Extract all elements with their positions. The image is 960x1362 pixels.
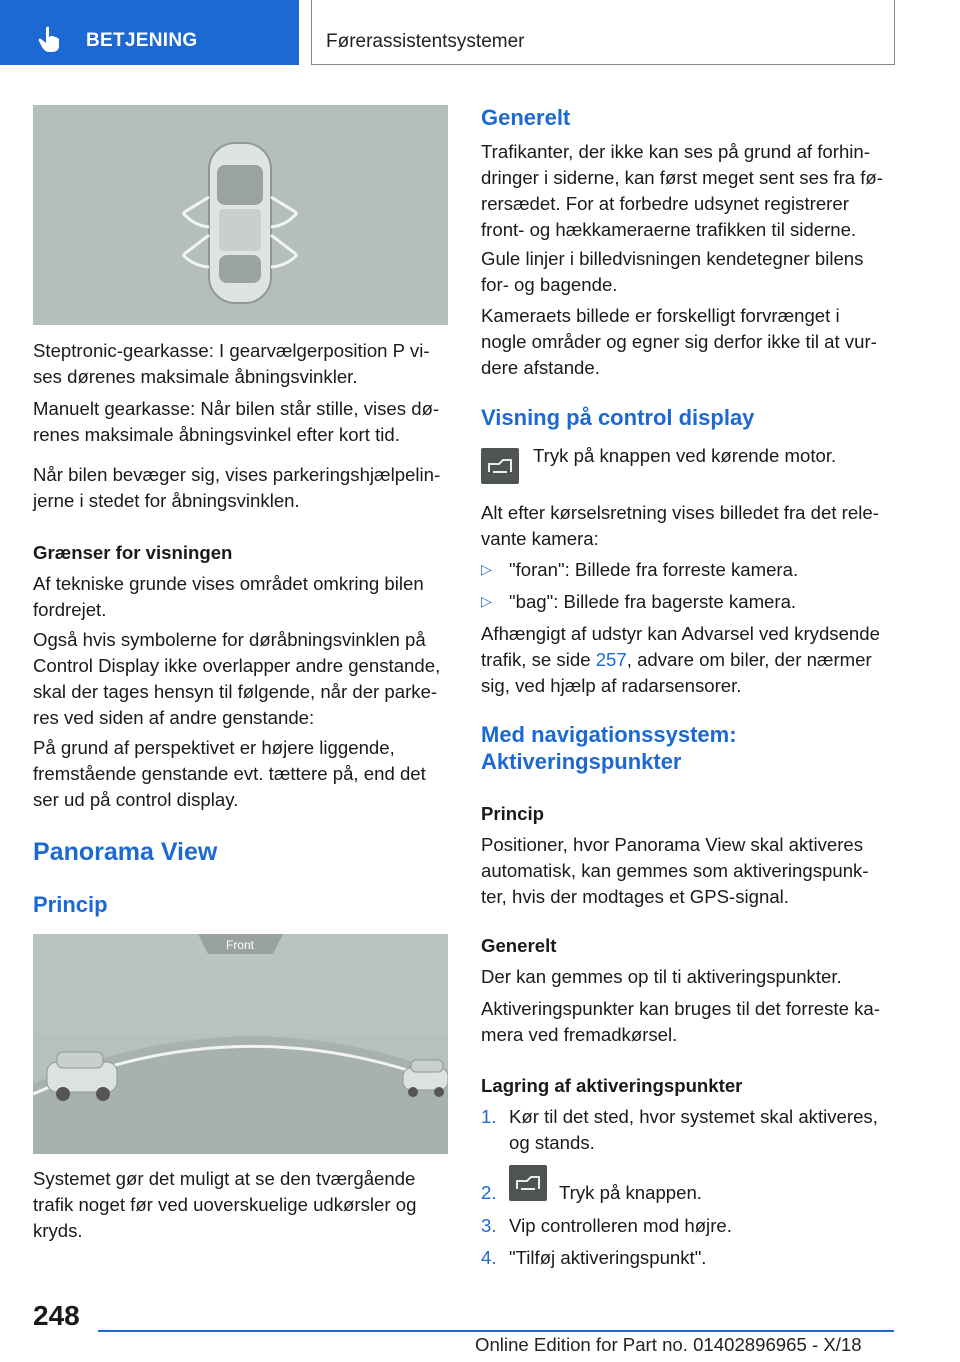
heading-visning: Visning på control display bbox=[481, 405, 755, 430]
text-line: mera ved fremadkørsel. bbox=[481, 1024, 678, 1045]
text-line: Alt efter kørselsretning vises billedet fra det rele- bbox=[481, 502, 879, 523]
text-line: og stands. bbox=[509, 1132, 595, 1153]
heading-nav-line2: Aktiveringspunkter bbox=[481, 749, 682, 774]
heading-limits: Grænser for visningen bbox=[33, 542, 233, 563]
front-label: Front bbox=[225, 938, 255, 952]
text-line: Der kan gemmes op til ti aktiveringspunkter. bbox=[481, 966, 842, 987]
text-line: Vip controlleren mod højre. bbox=[509, 1215, 732, 1236]
text-line: Af tekniske grunde vises området omkring bilen bbox=[33, 573, 424, 594]
para-gule-linjer bbox=[481, 246, 863, 298]
text-line: Tryk på knappen ved kørende motor. bbox=[533, 445, 837, 466]
para-steptronic bbox=[33, 338, 430, 390]
text-line: res ved siden af andre genstande: bbox=[33, 707, 315, 728]
text-line: Aktiveringspunkter kan bruges til det forreste ka- bbox=[481, 998, 880, 1019]
text-line: renes maksimale åbningsvinkel efter kort tid. bbox=[33, 424, 400, 445]
heading-princip: Princip bbox=[33, 892, 108, 917]
text-line: dere afstande. bbox=[481, 357, 600, 378]
text-line bbox=[481, 647, 880, 673]
para-perspective bbox=[33, 735, 426, 813]
heading-panorama-view: Panorama View bbox=[33, 838, 218, 866]
text-line: Positioner, hvor Panorama View skal aktiveres bbox=[481, 834, 864, 855]
text-line: nogle områder og egner sig derfor ikke til at vur- bbox=[481, 331, 877, 352]
page-number: 248 bbox=[33, 1300, 80, 1331]
bullet-bag bbox=[481, 589, 893, 615]
text-line: Kameraets billede er forskelligt forvrænget i bbox=[481, 305, 840, 326]
para-technical bbox=[33, 571, 424, 623]
heading-lagring: Lagring af aktiveringspunkter bbox=[481, 1075, 743, 1096]
heading-princip-right: Princip bbox=[481, 803, 545, 824]
footer-divider bbox=[98, 1330, 894, 1332]
text-line: Manuelt gearkasse: Når bilen står stille, vises dø- bbox=[33, 398, 440, 419]
text-line: front- og hækkameraerne trafikken til siderne. bbox=[481, 219, 857, 240]
step-number: 3. bbox=[481, 1215, 497, 1236]
text-line: På grund af perspektivet er højere liggende, bbox=[33, 737, 395, 758]
heading-generelt-2: Generelt bbox=[481, 935, 557, 956]
para-system bbox=[33, 1166, 416, 1244]
step-3 bbox=[481, 1213, 893, 1239]
step-1 bbox=[481, 1104, 893, 1156]
heading-nav bbox=[481, 721, 737, 775]
step-number: 1. bbox=[481, 1106, 497, 1127]
car-top-view-illustration bbox=[33, 105, 448, 325]
footer-edition: Online Edition for Part no. 01402896965 - X/18 bbox=[475, 1334, 862, 1355]
step-2 bbox=[481, 1168, 893, 1208]
para-manual bbox=[33, 396, 439, 448]
para-afhaengigt bbox=[481, 621, 880, 699]
step-number: 4. bbox=[481, 1247, 497, 1268]
para-tryk bbox=[533, 443, 836, 469]
text-line: ter, hvis der modtages et GPS-signal. bbox=[481, 886, 789, 907]
bullet-foran bbox=[481, 557, 893, 583]
triangle-bullet-icon: ▷ bbox=[481, 593, 492, 609]
para-forreste bbox=[481, 996, 880, 1048]
panorama-camera-illustration bbox=[33, 934, 448, 1154]
para-alt-efter bbox=[481, 500, 879, 552]
text-line: Tryk på knappen. bbox=[559, 1182, 702, 1203]
step-number: 2. bbox=[481, 1182, 497, 1203]
section-label: BETJENING bbox=[86, 30, 198, 51]
para-trafikanter bbox=[481, 139, 883, 243]
text-line: Også hvis symbolerne for døråbningsvinklen på bbox=[33, 629, 426, 650]
page-link-257[interactable]: 257 bbox=[595, 649, 627, 670]
text-line: Steptronic-gearkasse: I gearvælgerposition P vi- bbox=[33, 340, 430, 361]
para-positioner bbox=[481, 832, 869, 910]
para-moving bbox=[33, 462, 440, 514]
text-fragment: trafik, se side bbox=[481, 649, 596, 670]
text-line: trafik noget før ved uoverskuelige udkørsler og bbox=[33, 1194, 417, 1215]
heading-nav-line1: Med navigationssystem: bbox=[481, 722, 737, 747]
text-line: Når bilen bevæger sig, vises parkeringshjælpelin- bbox=[33, 464, 441, 485]
text-line: fremstående genstande evt. tættere på, end det bbox=[33, 763, 426, 784]
para-ti-punkter bbox=[481, 964, 842, 990]
text-line: Kør til det sted, hvor systemet skal aktiveres, bbox=[509, 1106, 878, 1127]
text-line: skal der tages hensyn til følgende, når der parke- bbox=[33, 681, 438, 702]
section-tab[interactable] bbox=[0, 0, 299, 65]
text-line: automatisk, kan gemmes som aktiveringspunk- bbox=[481, 860, 869, 881]
step-4 bbox=[481, 1245, 893, 1271]
text-line: ser ud på control display. bbox=[33, 789, 239, 810]
hand-icon bbox=[38, 26, 62, 52]
camera-button-icon bbox=[481, 448, 519, 484]
text-line: dringer i siderne, kan først meget sent ses fra fø- bbox=[481, 167, 883, 188]
text-line: Afhængigt af udstyr kan Advarsel ved krydsende bbox=[481, 623, 880, 644]
text-line: Control Display ikke overlapper andre genstande, bbox=[33, 655, 441, 676]
text-line: for- og bagende. bbox=[481, 274, 618, 295]
text-line: fordrejet. bbox=[33, 599, 107, 620]
text-line: kryds. bbox=[33, 1220, 83, 1241]
text-line: jerne i stedet for åbningsvinklen. bbox=[33, 490, 300, 511]
para-kamera bbox=[481, 303, 877, 381]
text-line: rersædet. For at forbedre udsynet registrerer bbox=[481, 193, 849, 214]
camera-button-icon bbox=[509, 1165, 547, 1201]
triangle-bullet-icon: ▷ bbox=[481, 561, 492, 577]
chapter-title: Førerassistentsystemer bbox=[326, 31, 525, 52]
text-line: ses dørenes maksimale åbningsvinkler. bbox=[33, 366, 358, 387]
text-line: "foran": Billede fra forreste kamera. bbox=[509, 559, 799, 580]
text-line: Systemet gør det muligt at se den tværgående bbox=[33, 1168, 416, 1189]
car-door-angle-figure bbox=[33, 105, 448, 325]
para-symbols bbox=[33, 627, 440, 731]
heading-generelt: Generelt bbox=[481, 105, 571, 130]
text-line: sig, ved hjælp af radarsensorer. bbox=[481, 675, 742, 696]
text-line: "bag": Billede fra bagerste kamera. bbox=[509, 591, 797, 612]
text-line: Gule linjer i billedvisningen kendetegner bilens bbox=[481, 248, 864, 269]
camera-button-glyph bbox=[509, 1165, 547, 1201]
panorama-view-figure bbox=[33, 934, 448, 1154]
text-line: vante kamera: bbox=[481, 528, 599, 549]
text-line: Trafikanter, der ikke kan ses på grund af forhin- bbox=[481, 141, 870, 162]
camera-button-glyph bbox=[481, 448, 519, 484]
chapter-title-box bbox=[311, 0, 895, 65]
text-fragment: , advare om biler, der nærmer bbox=[626, 649, 872, 670]
text-line: "Tilføj aktiveringspunkt". bbox=[509, 1247, 707, 1268]
